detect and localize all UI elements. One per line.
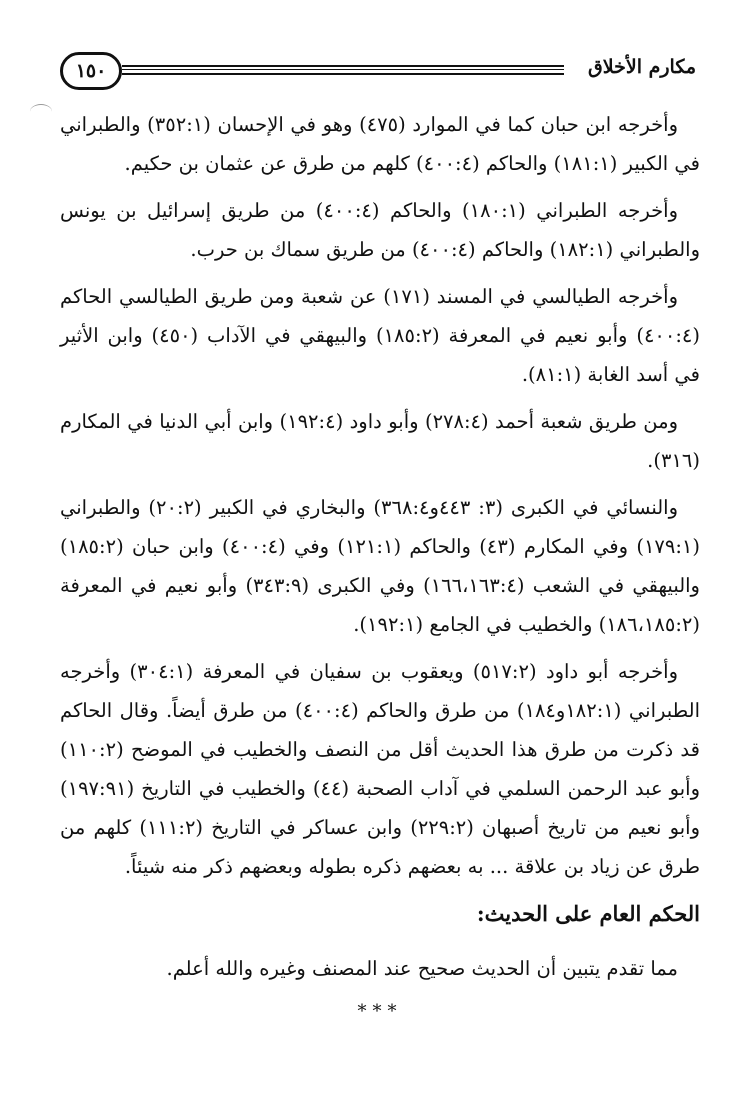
paragraph: وأخرجه الطبراني (١٨٠:١) والحاكم (٤٠٠:٤) من طريق إسرائيل بن يونس والطبراني (١٨٢:١) والحاكم (٤٠٠:٤) من طريق سماك بن حرب.	[60, 199, 700, 261]
paragraph: وأخرجه ابن حبان كما في الموارد (٤٧٥) وهو في الإحسان (٣٥٢:١) والطبراني في الكبير (١٨١:١) والحاكم (٤٠٠:٤) كلهم من طرق عن عثمان بن حكيم.	[60, 113, 700, 175]
section-ornament: ***	[357, 1001, 403, 1022]
paragraph: ومن طريق شعبة أحمد (٢٧٨:٤) وأبو داود (١٩٢:٤) وابن أبي الدنيا في المكارم (٣١٦).	[60, 410, 700, 472]
paragraph: والنسائي في الكبرى (٣: ٤٤٣و٣٦٨:٤) والبخاري في الكبير (٢٠:٢) والطبراني (١٧٩:١) وفي المكارم (٤٣) والحاكم (١٢١:١) وفي (٤٠٠:٤) وابن حبان (١٨٥:٢) والبيهقي في الشعب (١٦٦،١٦٣:٤) وفي الكبرى (٣٤٣:٩) وأبو نعيم في المعرفة (١٨٦،١٨٥:٢) والخطيب في الجامع (١٩٢:١).	[60, 496, 701, 636]
page-body	[60, 105, 700, 1031]
page-header	[60, 52, 696, 100]
running-title: مكارم الأخلاق	[588, 56, 696, 78]
conclusion-text: مما تقدم يتبين أن الحديث صحيح عند المصنف وغيره والله أعلم.	[166, 957, 678, 980]
page-number: ١٥٠	[60, 52, 122, 90]
paragraph: وأخرجه أبو داود (٥١٧:٢) ويعقوب بن سفيان في المعرفة (٣٠٤:١) وأخرجه الطبراني (١٨٢:١و١٨٤) من طرق والحاكم (٤٠٠:٤) من طرق أيضاً. وقال الحاكم قد ذكرت من طرق هذا الحديث أقل من النصف والخطيب في الموضح (١١٠:٢) وأبو عبد الرحمن السلمي في آداب الصحبة (٤٤) والخطيب في التاريخ (١٩٧:٩١) وأبو نعيم من تاريخ أصبهان (٢٢٩:٢) وابن عساكر في التاريخ (١١١:٢) كلهم من طرق عن زياد بن علاقة ... به بعضهم ذكره بطوله وبعضهم ذكر منه شيئاً.	[60, 660, 701, 878]
section-heading: الحكم العام على الحديث:	[476, 901, 700, 926]
page-corner-mark	[30, 104, 52, 119]
header-rule	[122, 65, 564, 75]
paragraph: وأخرجه الطيالسي في المسند (١٧١) عن شعبة ومن طريق الطيالسي الحاكم (٤٠٠:٤) وأبو نعيم في المعرفة (١٨٥:٢) والبيهقي في الآداب (٤٥٠) وابن الأثير في أسد الغابة (٨١:١).	[60, 285, 701, 386]
